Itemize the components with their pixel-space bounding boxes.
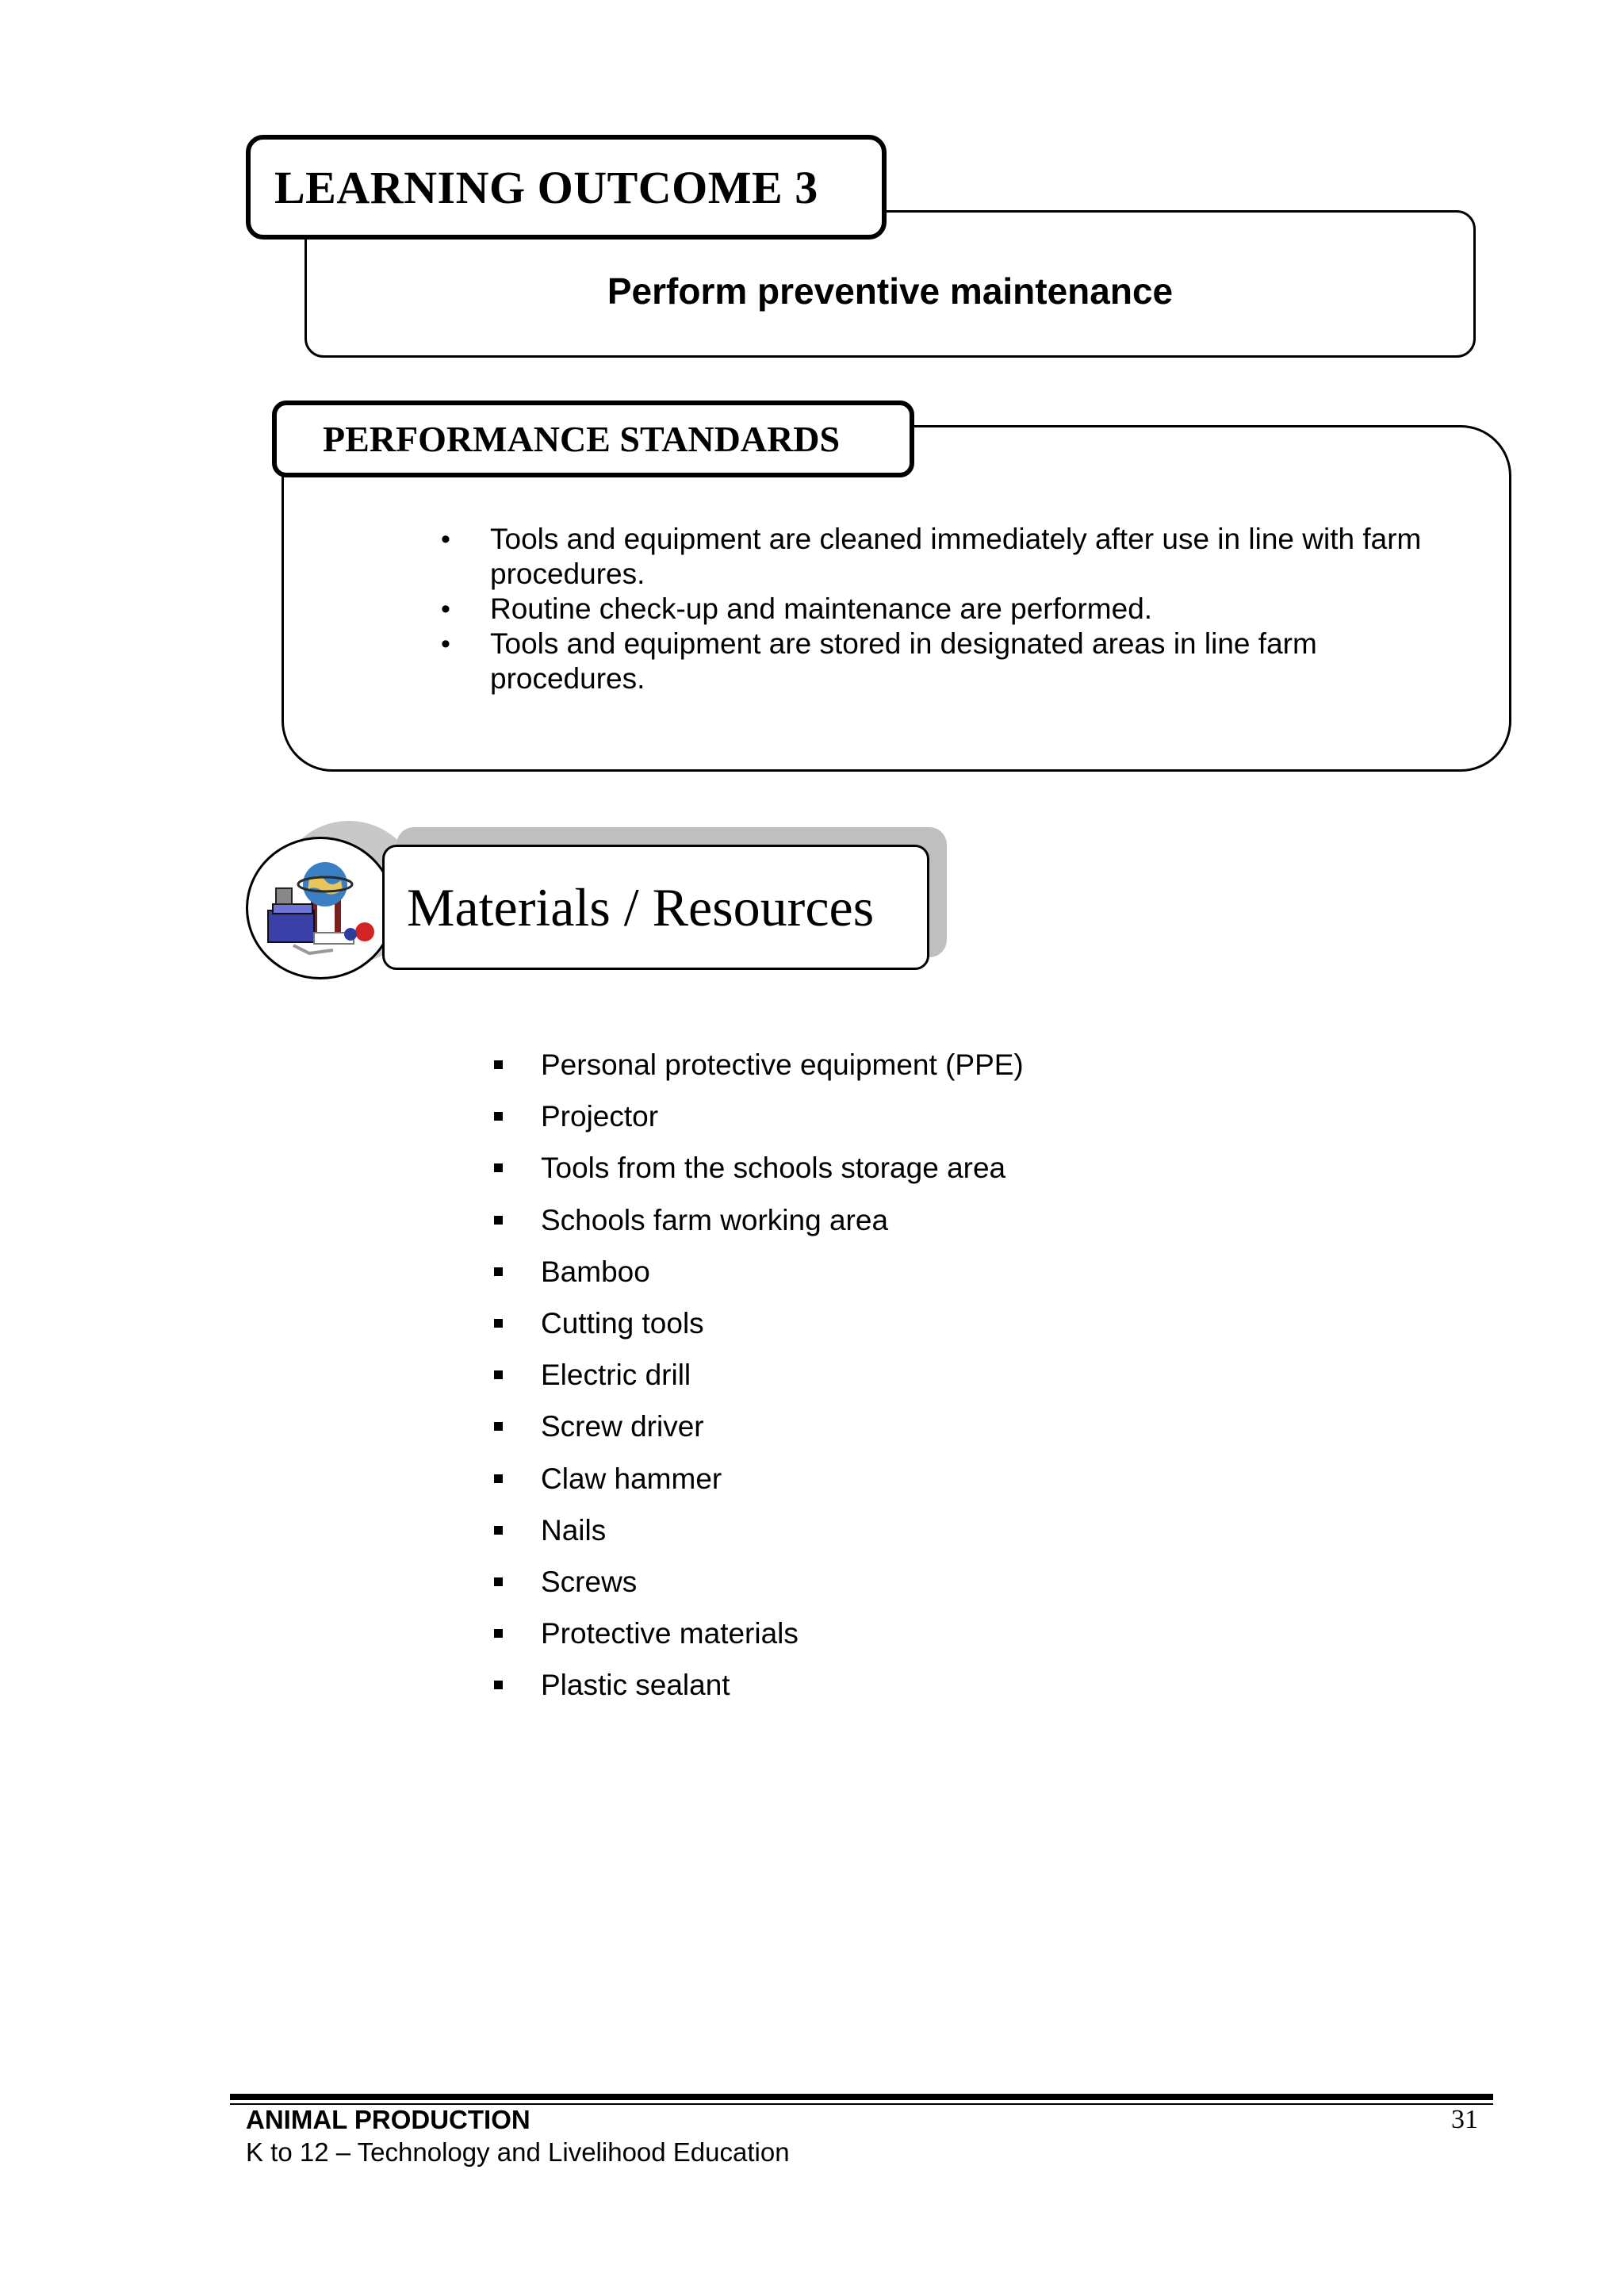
list-item-text: Bamboo	[541, 1255, 650, 1288]
materials-list	[485, 1045, 1199, 1717]
square-bullet-icon	[494, 1629, 503, 1638]
list-item-text: Claw hammer	[541, 1462, 722, 1495]
list-item-text: Cutting tools	[541, 1306, 704, 1340]
page-number: 31	[1451, 2105, 1478, 2134]
square-bullet-icon	[494, 1370, 503, 1379]
list-item-text: Electric drill	[541, 1359, 691, 1392]
square-bullet-icon	[494, 1216, 503, 1225]
bullet-icon: •	[441, 594, 450, 624]
performance-standards-title-text: PERFORMANCE STANDARDS	[323, 419, 841, 459]
list-item	[485, 1148, 1199, 1200]
list-item-text: procedures.	[490, 558, 645, 590]
learning-outcome-subtitle: Perform preventive maintenance	[607, 270, 1174, 312]
list-item-text: Tools from the schools storage area	[541, 1152, 1006, 1185]
list-item	[485, 1355, 1199, 1407]
list-item-text: Schools farm working area	[541, 1203, 889, 1236]
list-item-text: Screw driver	[541, 1410, 704, 1443]
materials-title-text: Materials / Resources	[407, 876, 875, 937]
square-bullet-icon	[494, 1422, 503, 1431]
list-item	[485, 1304, 1199, 1355]
list-item	[485, 1201, 1199, 1252]
square-bullet-icon	[494, 1526, 503, 1535]
list-item-continuation	[428, 661, 1483, 696]
square-bullet-icon	[494, 1474, 503, 1483]
list-item-text: Routine check-up and maintenance are performed.	[490, 592, 1153, 625]
list-item-text: Personal protective equipment (PPE)	[541, 1048, 1024, 1081]
list-item-text: Tools and equipment are stored in designated areas in line farm	[490, 627, 1317, 660]
list-item-continuation	[428, 557, 1483, 592]
list-item	[485, 1665, 1199, 1717]
list-item	[428, 592, 1483, 627]
list-item-text: Protective materials	[541, 1617, 799, 1650]
list-item	[485, 1407, 1199, 1458]
list-item	[485, 1097, 1199, 1148]
list-item	[485, 1252, 1199, 1304]
list-item-text: Nails	[541, 1513, 607, 1547]
list-item-text: procedures.	[490, 662, 645, 695]
square-bullet-icon	[494, 1060, 503, 1069]
globe-books-icon	[262, 857, 381, 964]
list-item	[485, 1459, 1199, 1511]
footer-rule-thick	[230, 2094, 1493, 2100]
list-item	[428, 522, 1483, 557]
list-item-text: Tools and equipment are cleaned immediately after use in line with farm	[490, 523, 1422, 555]
performance-standards-list	[428, 522, 1483, 696]
square-bullet-icon	[494, 1319, 503, 1328]
learning-outcome-title	[246, 135, 887, 240]
list-item	[485, 1614, 1199, 1665]
learning-outcome-title-text: LEARNING OUTCOME 3	[274, 161, 818, 213]
bullet-icon: •	[441, 629, 450, 659]
square-bullet-icon	[494, 1577, 503, 1586]
list-item	[485, 1045, 1199, 1097]
square-bullet-icon	[494, 1163, 503, 1172]
list-item	[485, 1562, 1199, 1614]
list-item-text: Projector	[541, 1100, 659, 1133]
performance-standards-title	[272, 401, 914, 477]
footer-subtitle: K to 12 – Technology and Livelihood Education	[246, 2137, 790, 2167]
square-bullet-icon	[494, 1112, 503, 1121]
square-bullet-icon	[494, 1681, 503, 1689]
bullet-icon: •	[441, 524, 450, 554]
footer-title: ANIMAL PRODUCTION	[246, 2105, 530, 2134]
list-item-text: Plastic sealant	[541, 1669, 730, 1702]
list-item-text: Screws	[541, 1565, 638, 1598]
list-item	[485, 1511, 1199, 1562]
square-bullet-icon	[494, 1267, 503, 1276]
materials-title	[382, 845, 929, 970]
list-item	[428, 627, 1483, 661]
